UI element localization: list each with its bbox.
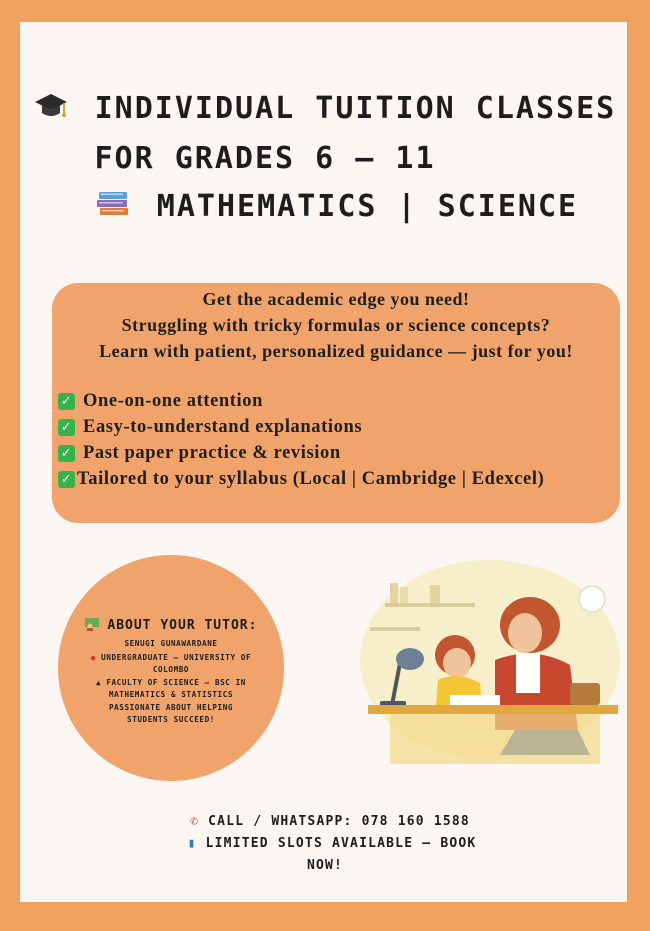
benefit-text: One-on-one attention — [83, 391, 264, 411]
check-icon: ✓ — [58, 471, 75, 488]
title-line-1 — [0, 90, 650, 126]
tutor-faculty-line-2: MATHEMATICS & STATISTICS — [108, 690, 234, 699]
tutor-faculty-line — [58, 678, 284, 687]
benefit-item — [58, 417, 362, 438]
tutoring-illustration — [330, 555, 620, 780]
check-icon: ✓ — [58, 393, 75, 410]
phone-icon: ✆ — [190, 814, 200, 829]
benefit-item — [58, 443, 341, 464]
location-pin-icon: ● — [90, 653, 96, 662]
contact-slots-line-2: NOW! — [306, 858, 344, 873]
tutor-passion-line-2: STUDENTS SUCCEED! — [127, 715, 215, 724]
check-icon: ✓ — [58, 445, 75, 462]
books-icon — [96, 190, 149, 223]
title-text-1: INDIVIDUAL TUITION CLASSES — [94, 91, 617, 126]
benefit-text: Past paper practice & revision — [83, 443, 341, 463]
tutor-undergrad-line-2: COLOMBO — [152, 665, 190, 674]
teacher-icon — [85, 618, 108, 633]
intro-line-3: Learn with patient, personalized guidance — just for you! — [99, 341, 573, 361]
graduation-cap-icon — [34, 92, 87, 125]
tutor-undergrad-line — [58, 653, 284, 662]
benefit-item — [58, 469, 544, 490]
intro-line-2: Struggling with tricky formulas or science concepts? — [121, 315, 551, 335]
benefit-text: Tailored to your syllabus (Local | Cambridge | Edexcel) — [77, 469, 545, 489]
tutor-name: SENUGI GUNAWARDANE — [124, 639, 218, 648]
contact-slots-text: LIMITED SLOTS AVAILABLE – BOOK — [205, 836, 477, 851]
mobile-arrow-icon: ▮ — [187, 836, 197, 851]
title-text-2: FOR GRADES 6 – 11 — [94, 141, 436, 176]
tutor-heading — [58, 618, 284, 633]
contact-slots — [7, 836, 650, 851]
contact-phone — [5, 814, 650, 829]
contact-phone-text: CALL / WHATSAPP: 078 160 1588 — [208, 814, 470, 829]
tutor-passion-line: PASSIONATE ABOUT HELPING — [108, 703, 234, 712]
title-text-3: MATHEMATICS | SCIENCE — [156, 189, 579, 224]
tutor-circle — [58, 555, 284, 781]
benefit-item — [58, 391, 263, 412]
check-icon: ✓ — [58, 419, 75, 436]
info-panel — [52, 283, 620, 523]
graduation-cap-icon: ▲ — [96, 678, 102, 687]
benefit-text: Easy-to-understand explanations — [83, 417, 363, 437]
tutor-faculty-text: FACULTY OF SCIENCE – BSC IN — [106, 678, 246, 687]
tutor-undergrad-text: UNDERGRADUATE – UNIVERSITY OF — [101, 653, 252, 662]
tutor-heading-text: ABOUT YOUR TUTOR: — [107, 618, 258, 633]
title-line-3 — [12, 189, 650, 224]
intro-line-1: Get the academic edge you need! — [202, 289, 470, 309]
title-line-2 — [0, 141, 590, 176]
